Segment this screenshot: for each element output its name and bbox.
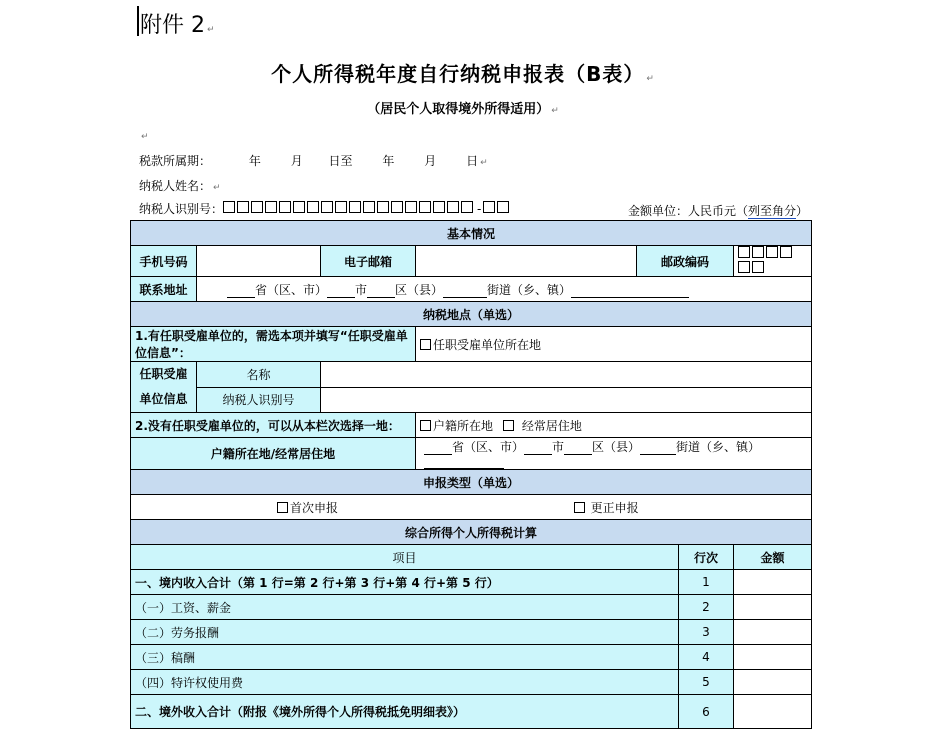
checkbox[interactable] <box>503 420 514 431</box>
char-box[interactable] <box>251 201 263 213</box>
table-row <box>131 595 812 620</box>
char-box[interactable] <box>738 246 750 258</box>
section-declaration-type: 申报类型（单选） <box>131 470 812 495</box>
char-box[interactable] <box>419 201 431 213</box>
char-box[interactable] <box>377 201 389 213</box>
row-label: （三）稿酬 <box>131 645 679 670</box>
empty-paragraph: ↵ <box>141 132 149 142</box>
location-option-1-label: 1.有任职受雇单位的，需选本项并填写“任职受雇单位信息”： <box>131 327 416 362</box>
attachment-label: 附件 2 ↵ <box>140 13 215 38</box>
phone-label: 手机号码 <box>131 246 197 277</box>
checkbox[interactable] <box>277 502 288 513</box>
table-row <box>131 570 812 595</box>
amount-field[interactable] <box>734 695 812 729</box>
char-box[interactable] <box>752 261 764 273</box>
row-label: （二）劳务报酬 <box>131 620 679 645</box>
char-box[interactable] <box>483 201 495 213</box>
email-field[interactable] <box>416 246 637 277</box>
currency-unit: 金额单位：人民币元（列至角分） <box>628 204 809 218</box>
table-row <box>131 620 812 645</box>
char-box[interactable] <box>766 246 778 258</box>
address-label: 联系地址 <box>131 277 197 302</box>
employer-taxid-label: 纳税人识别号 <box>197 387 321 413</box>
address-field[interactable]: 省（区、市） 市 区（县） 街道（乡、镇） <box>197 277 812 302</box>
page-subtitle: （居民个人取得境外所得适用） ↵ <box>367 102 559 117</box>
checkbox[interactable] <box>420 420 431 431</box>
char-box[interactable] <box>279 201 291 213</box>
col-item-header: 项目 <box>131 545 679 570</box>
char-box[interactable] <box>265 201 277 213</box>
table-row <box>131 645 812 670</box>
char-box[interactable] <box>391 201 403 213</box>
location-option-2[interactable]: 户籍所在地 经常居住地 <box>416 413 812 438</box>
row-label: （四）特许权使用费 <box>131 670 679 695</box>
char-box[interactable] <box>321 201 333 213</box>
email-label: 电子邮箱 <box>321 246 416 277</box>
char-box[interactable] <box>433 201 445 213</box>
row-number: 4 <box>679 645 734 670</box>
section-income-tax-calc: 综合所得个人所得税计算 <box>131 520 812 545</box>
char-box[interactable] <box>461 201 473 213</box>
location-option-1[interactable]: 任职受雇单位所在地 <box>416 327 812 362</box>
phone-field[interactable] <box>197 246 321 277</box>
char-box[interactable] <box>349 201 361 213</box>
residence-address-field[interactable]: 省（区、市） 市 区（县） 街道（乡、镇） <box>416 438 812 470</box>
char-box[interactable] <box>307 201 319 213</box>
char-box[interactable] <box>738 261 750 273</box>
amount-field[interactable] <box>734 570 812 595</box>
table-row <box>131 695 812 729</box>
row-number: 2 <box>679 595 734 620</box>
tax-period-line: 税款所属期： 年 月 日至 年 月 日 ↵ <box>139 154 488 168</box>
char-box[interactable] <box>405 201 417 213</box>
char-box[interactable] <box>447 201 459 213</box>
checkbox[interactable] <box>420 339 431 350</box>
checkbox[interactable] <box>574 502 585 513</box>
char-box[interactable] <box>780 246 792 258</box>
residence-address-label: 户籍所在地/经常居住地 <box>131 438 416 470</box>
taxpayer-id-boxes <box>223 201 475 216</box>
amount-field[interactable] <box>734 620 812 645</box>
location-option-2-label: 2.没有任职受雇单位的，可以从本栏次选择一地： <box>131 413 416 438</box>
amount-field[interactable] <box>734 670 812 695</box>
char-box[interactable] <box>223 201 235 213</box>
row-number: 6 <box>679 695 734 729</box>
employer-taxid-field[interactable] <box>321 387 812 413</box>
row-number: 1 <box>679 570 734 595</box>
col-amount-header: 金额 <box>734 545 812 570</box>
declaration-table <box>130 220 812 729</box>
taxpayer-name-line: 纳税人姓名： ↵ <box>139 179 221 193</box>
section-tax-location: 纳税地点（单选） <box>131 302 812 327</box>
amount-field[interactable] <box>734 645 812 670</box>
row-number: 5 <box>679 670 734 695</box>
row-label: 二、境外收入合计（附报《境外所得个人所得税抵免明细表》） <box>131 695 679 729</box>
employer-info-label: 任职受雇 单位信息 <box>131 362 197 413</box>
row-number: 3 <box>679 620 734 645</box>
taxpayer-id-line: 纳税人识别号： - <box>139 200 511 217</box>
page-title: 个人所得税年度自行纳税申报表（B表） ↵ <box>271 62 655 86</box>
char-box[interactable] <box>293 201 305 213</box>
taxpayer-id-suffix-boxes <box>483 201 511 216</box>
char-box[interactable] <box>752 246 764 258</box>
table-row <box>131 670 812 695</box>
declaration-type-options[interactable]: 首次申报 更正申报 <box>131 495 812 520</box>
row-label: 一、境内收入合计（第 1 行=第 2 行+第 3 行+第 4 行+第 5 行） <box>131 570 679 595</box>
employer-name-field[interactable] <box>321 362 812 388</box>
amount-field[interactable] <box>734 595 812 620</box>
row-label: （一）工资、薪金 <box>131 595 679 620</box>
char-box[interactable] <box>497 201 509 213</box>
char-box[interactable] <box>237 201 249 213</box>
postcode-field[interactable] <box>734 246 812 277</box>
char-box[interactable] <box>335 201 347 213</box>
col-row-header: 行次 <box>679 545 734 570</box>
postcode-label: 邮政编码 <box>637 246 734 277</box>
section-basic: 基本情况 <box>131 221 812 246</box>
text-cursor <box>137 6 139 36</box>
char-box[interactable] <box>363 201 375 213</box>
employer-name-label: 名称 <box>197 362 321 388</box>
